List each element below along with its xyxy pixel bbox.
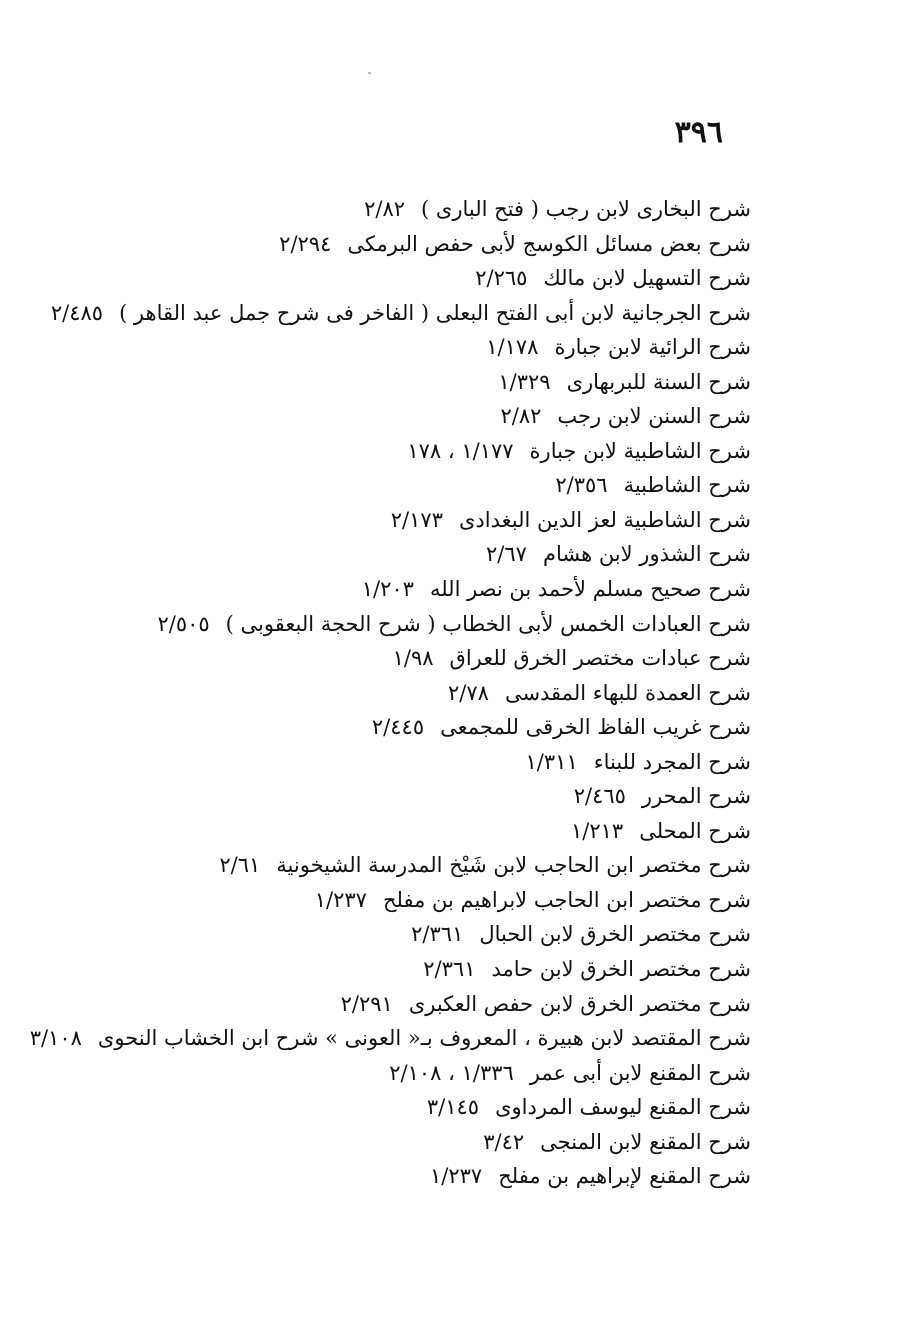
entry-title: شرح البخارى لابن رجب ( فتح البارى ) bbox=[421, 197, 751, 221]
entry-title: شرح المقنع ليوسف المرداوى bbox=[495, 1095, 751, 1120]
entry-reference: ٣/١٠٨ bbox=[29, 1026, 82, 1051]
index-entry bbox=[60, 503, 751, 538]
entry-title: شرح التسهيل لابن مالك bbox=[543, 266, 751, 291]
entry-reference: ٢/٦١ bbox=[219, 853, 261, 878]
entry-reference: ١/٩٨ bbox=[392, 646, 434, 671]
entry-reference: ١/٢١٣ bbox=[570, 818, 624, 843]
entry-reference: ١/٣٢٩ bbox=[498, 369, 551, 394]
index-entry bbox=[60, 227, 751, 262]
index-entry bbox=[29, 1021, 751, 1056]
entry-reference: ٢/٢٦٥ bbox=[475, 266, 528, 291]
entry-reference: ١/٣٣٦ ، ٢/١٠٨ bbox=[389, 1060, 514, 1085]
index-entry bbox=[60, 572, 751, 607]
entry-title: شرح الرائية لابن جبارة bbox=[554, 335, 751, 360]
entry-title: شرح مختصر ابن الحاجب لابن شَيْخ المدرسة الشيخونية bbox=[276, 853, 751, 878]
entry-reference: ٢/٨٢ bbox=[500, 404, 542, 429]
entry-title: شرح المقنع لإبراهيم بن مفلح bbox=[498, 1164, 751, 1189]
entry-reference: ١/٢٣٧ bbox=[430, 1164, 483, 1189]
entry-title: شرح الشاطبية لابن جبارة bbox=[529, 438, 751, 463]
entry-reference: ٢/٤٨٥ bbox=[50, 300, 104, 325]
entry-title: شرح المقنع لابن أبى عمر bbox=[529, 1060, 751, 1085]
entry-reference: ٢/٢٩٤ bbox=[279, 231, 332, 256]
index-entry bbox=[60, 261, 751, 296]
entry-reference: ١/١٧٨ bbox=[486, 335, 539, 360]
index-entry bbox=[60, 641, 751, 676]
entry-reference: ٣/٤٢ bbox=[483, 1129, 525, 1154]
index-entry bbox=[60, 330, 751, 365]
index-entry bbox=[60, 399, 751, 434]
index-entry bbox=[60, 1159, 751, 1194]
entry-title: شرح العبادات الخمس لأبى الخطاب ( شرح الحجة البعقوبى ) bbox=[225, 611, 751, 636]
index-entry bbox=[60, 537, 751, 572]
entry-reference: ٢/٤٦٥ bbox=[573, 784, 626, 809]
entry-title: شرح مختصر ابن الحاجب لابراهيم بن مفلح bbox=[382, 887, 751, 912]
index-entry bbox=[60, 779, 751, 814]
index-entry bbox=[60, 676, 751, 711]
entry-reference: ٢/٣٦١ bbox=[411, 922, 464, 947]
entry-title: شرح مختصر الخرق لابن حامد bbox=[491, 957, 751, 982]
entry-title: شرح المحرر bbox=[641, 784, 751, 809]
entry-reference: ١/٢٠٣ bbox=[361, 577, 414, 602]
index-entry bbox=[60, 1125, 751, 1160]
entry-reference: ٢/٣٥٦ bbox=[555, 473, 608, 498]
entry-reference: ٢/١٧٣ bbox=[390, 507, 443, 532]
entry-reference: ٢/٤٤٥ bbox=[371, 715, 425, 740]
entry-reference: ٢/٦٧ bbox=[486, 542, 527, 567]
index-entry bbox=[50, 296, 751, 331]
entry-title: شرح السنن لابن رجب bbox=[557, 404, 751, 429]
entry-reference: ١/٣١١ bbox=[525, 749, 578, 774]
index-entry bbox=[60, 814, 751, 849]
entry-title: شرح الشاطبية لعز الدين البغدادى bbox=[458, 507, 751, 532]
index-entries-list bbox=[29, 192, 751, 1194]
index-entry bbox=[60, 917, 751, 952]
entry-title: شرح المقتصد لابن هبيرة ، المعروف بـ« العونى » شرح ابن الخشاب النحوى bbox=[97, 1026, 751, 1051]
entry-reference: ٢/٢٩١ bbox=[340, 991, 393, 1016]
index-entry bbox=[60, 952, 751, 987]
entry-reference: ٢/٧٨ bbox=[448, 680, 489, 705]
index-entry bbox=[60, 1056, 751, 1091]
entry-title: شرح الجرجانية لابن أبى الفتح البعلى ( الفاخر فى شرح جمل عبد القاهر ) bbox=[119, 300, 751, 325]
entry-title: شرح الشذور لابن هشام bbox=[542, 542, 751, 567]
entry-title: شرح السنة للبربهارى bbox=[566, 369, 751, 394]
entry-title: شرح غريب الفاظ الخرقى للمجمعى bbox=[440, 715, 751, 740]
index-entry bbox=[60, 848, 751, 883]
index-entry bbox=[60, 468, 751, 503]
entry-title: شرح بعض مسائل الكوسج لأبى حفص البرمكى bbox=[347, 231, 751, 256]
entry-title: شرح المحلى bbox=[639, 818, 751, 843]
entry-reference: ١/١٧٧ ، ١٧٨ bbox=[407, 438, 514, 463]
page-number: ٣٩٦ bbox=[674, 115, 723, 150]
entry-title: شرح العمدة للبهاء المقدسى bbox=[504, 680, 751, 705]
entry-reference: ٢/٥٠٥ bbox=[157, 611, 210, 636]
entry-reference: ١/٢٣٧ bbox=[314, 887, 367, 912]
entry-reference: ٢/٣٦١ bbox=[423, 957, 476, 982]
index-entry bbox=[60, 1090, 751, 1125]
entry-title: شرح المقنع لابن المنجى bbox=[540, 1129, 751, 1154]
index-entry bbox=[60, 987, 751, 1022]
index-entry bbox=[60, 607, 751, 642]
entry-title: شرح صحيح مسلم لأحمد بن نصر الله bbox=[429, 577, 751, 602]
entry-reference: ٣/١٤٥ bbox=[426, 1095, 480, 1120]
scan-speck bbox=[368, 72, 371, 74]
entry-reference: ٢/٨٢ bbox=[364, 197, 406, 221]
index-entry bbox=[60, 745, 751, 780]
entry-title: شرح مختصر الخرق لابن حفص العكبرى bbox=[408, 991, 751, 1016]
entry-title: شرح المجرد للبناء bbox=[593, 749, 751, 774]
index-entry bbox=[60, 710, 751, 745]
index-entry bbox=[60, 365, 751, 400]
index-entry bbox=[60, 434, 751, 469]
entry-title: شرح الشاطبية bbox=[623, 473, 751, 498]
index-entry bbox=[60, 883, 751, 918]
index-entry bbox=[60, 192, 751, 227]
entry-title: شرح مختصر الخرق لابن الحبال bbox=[479, 922, 751, 947]
entry-title: شرح عبادات مختصر الخرق للعراق bbox=[449, 646, 751, 671]
